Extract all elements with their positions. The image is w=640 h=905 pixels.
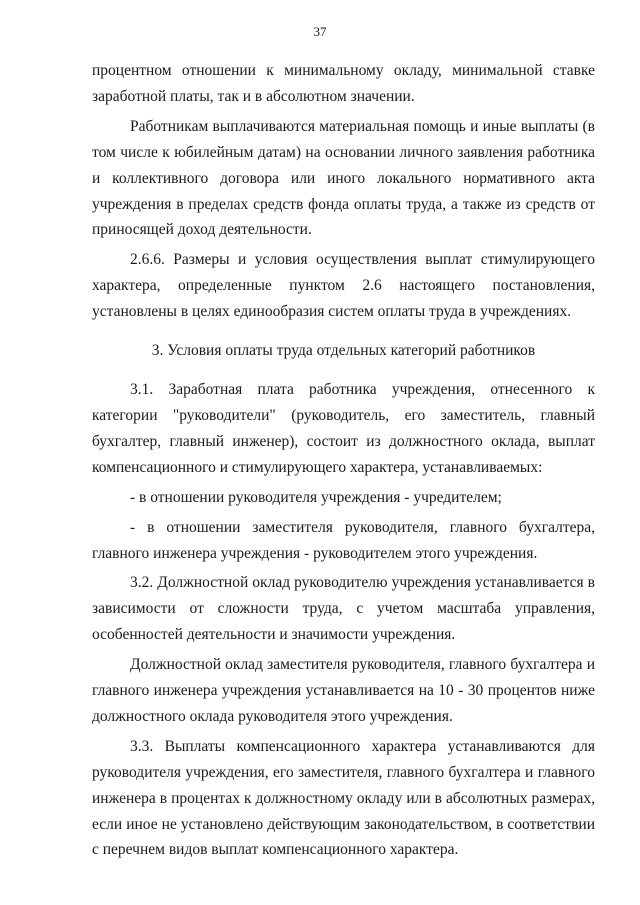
- paragraph-3-3: 3.3. Выплаты компенсационного характера устанавливаются для руководителя учреждения, его заместителя, главного бухгалтера и главного инженера в процентах к должностному окладу или в абсолютных размерах, если иное не установлено действующим законодательством, в соответствии с перечнем видов выплат компенсационного характера.: [92, 737, 595, 859]
- paragraph-continuation: процентном отношении к минимальному окладу, минимальной ставке заработной платы, так и в абсолютном значении.: [92, 62, 595, 105]
- page-number: 37: [313, 24, 327, 39]
- paragraph-material-aid: Работникам выплачиваются материальная помощь и иные выплаты (в том числе к юбилейным датам) на основании личного заявления работника и коллективного договора или иного локального нормативного акта учреждения в пределах средств фонда оплаты труда, а также из средств от приносящей доход деятельности.: [92, 117, 595, 239]
- paragraph-3-2: 3.2. Должностной оклад руководителю учреждения устанавливается в зависимости от сложности труда, с учетом масштаба управления, особенностей деятельности и значимости учреждения.: [92, 574, 595, 644]
- paragraph-2-6-6: 2.6.6. Размеры и условия осуществления выплат стимулирующего характера, определенные пунктом 2.6 настоящего постановления, установлены в целях единообразия систем оплаты труда в учреждениях.: [92, 251, 595, 321]
- section-heading: 3. Условия оплаты труда отдельных категорий работников: [151, 342, 536, 360]
- paragraph-deputy-salary: Должностной оклад заместителя руководителя, главного бухгалтера и главного инженера учреждения устанавливается на 10 - 30 процентов ниже должностного оклада руководителя этого учреждения.: [92, 656, 595, 725]
- document-body: [92, 58, 595, 867]
- list-item-founder: - в отношении руководителя учреждения - учредителем;: [130, 488, 502, 506]
- list-item-deputy: - в отношении заместителя руководителя, главного бухгалтера, главного инженера учреждения - руководителем этого учреждения.: [92, 518, 595, 562]
- paragraph-3-1: 3.1. Заработная плата работника учреждения, отнесенного к категории "руководители" (руководитель, его заместитель, главный бухгалтер, главный инженер), состоит из должностного оклада, выплат компенсационного и стимулирующего характера, устанавливаемых:: [92, 381, 595, 476]
